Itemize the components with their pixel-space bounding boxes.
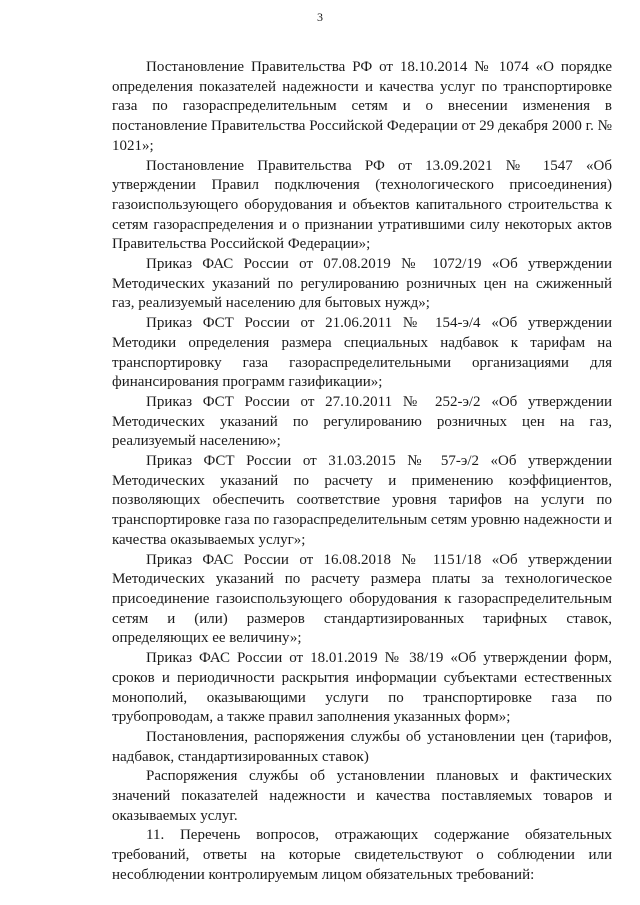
paragraph-tariff-resolutions: Постановления, распоряжения службы об установлении цен (тарифов, надбавок, стандартизированных ставок) (112, 728, 612, 765)
paragraph-order-fst-252: Приказ ФСТ России от 27.10.2011 № 252-э/2 «Об утверждении Методических указаний по регулированию розничных цен на газ, реализуемый населению»; (112, 393, 612, 450)
paragraph-resolution-1547: Постановление Правительства РФ от 13.09.2021 № 1547 «Об утверждении Правил подключения (технологического присоединения) газоиспользующего оборудования и объектов капитального строительства к сетям газораспределения и о признании утратившими силу некоторых актов Правительства Российской Федерации»; (112, 157, 612, 253)
page-number: 3 (317, 10, 323, 24)
paragraph-order-fas-1151-18: Приказ ФАС России от 16.08.2018 № 1151/18 «Об утверждении Методических указаний по расчету размера платы за технологическое присоединение газоиспользующего оборудования к газораспределительным сетям и (или) размеров стандартизированных тарифных ставок, определяющих ее величину»; (112, 551, 612, 647)
document-body (112, 58, 612, 886)
paragraph-quality-orders: Распоряжения службы об установлении плановых и фактических значений показателей надежности и качества поставляемых товаров и оказываемых услуг. (112, 768, 612, 824)
paragraph-order-fst-154: Приказ ФСТ России от 21.06.2011 № 154-э/4 «Об утверждении Методики определения размера специальных надбавок к тарифам на транспортировку газа газораспределительными организациями для финансирования программ газификации»; (112, 315, 612, 391)
paragraph-order-fas-38-19: Приказ ФАС России от 18.01.2019 № 38/19 «Об утверждении форм, сроков и периодичности раскрытия информации субъектами естественных монополий, оказывающими услуги по транспортировке газа по трубопроводам, а также правил заполнения указанных форм»; (112, 650, 612, 726)
paragraph-order-fas-1072-19: Приказ ФАС России от 07.08.2019 № 1072/19 «Об утверждении Методических указаний по регулированию розничных цен на сжиженный газ, реализуемый населению для бытовых нужд»; (112, 256, 612, 312)
paragraph-item-11: 11. Перечень вопросов, отражающих содержание обязательных требований, ответы на которые свидетельствуют о соблюдении или несоблюдении контролируемым лицом обязательных требований: (112, 827, 612, 883)
paragraph-order-fst-57: Приказ ФСТ России от 31.03.2015 № 57-э/2 «Об утверждении Методических указаний по расчету и применению коэффициентов, позволяющих обеспечить соответствие уровня тарифов на услуги по транспортировке газа по газораспределительным сетям уровню надежности и качества оказываемых услуг»; (112, 453, 612, 548)
paragraph-resolution-1074: Постановление Правительства РФ от 18.10.2014 № 1074 «О порядке определения показателей надежности и качества услуг по транспортировке газа по газораспределительным сетям и о внесении изменения в постановление Правительства Российской Федерации от 29 декабря 2000 г. № 1021»; (112, 59, 612, 154)
